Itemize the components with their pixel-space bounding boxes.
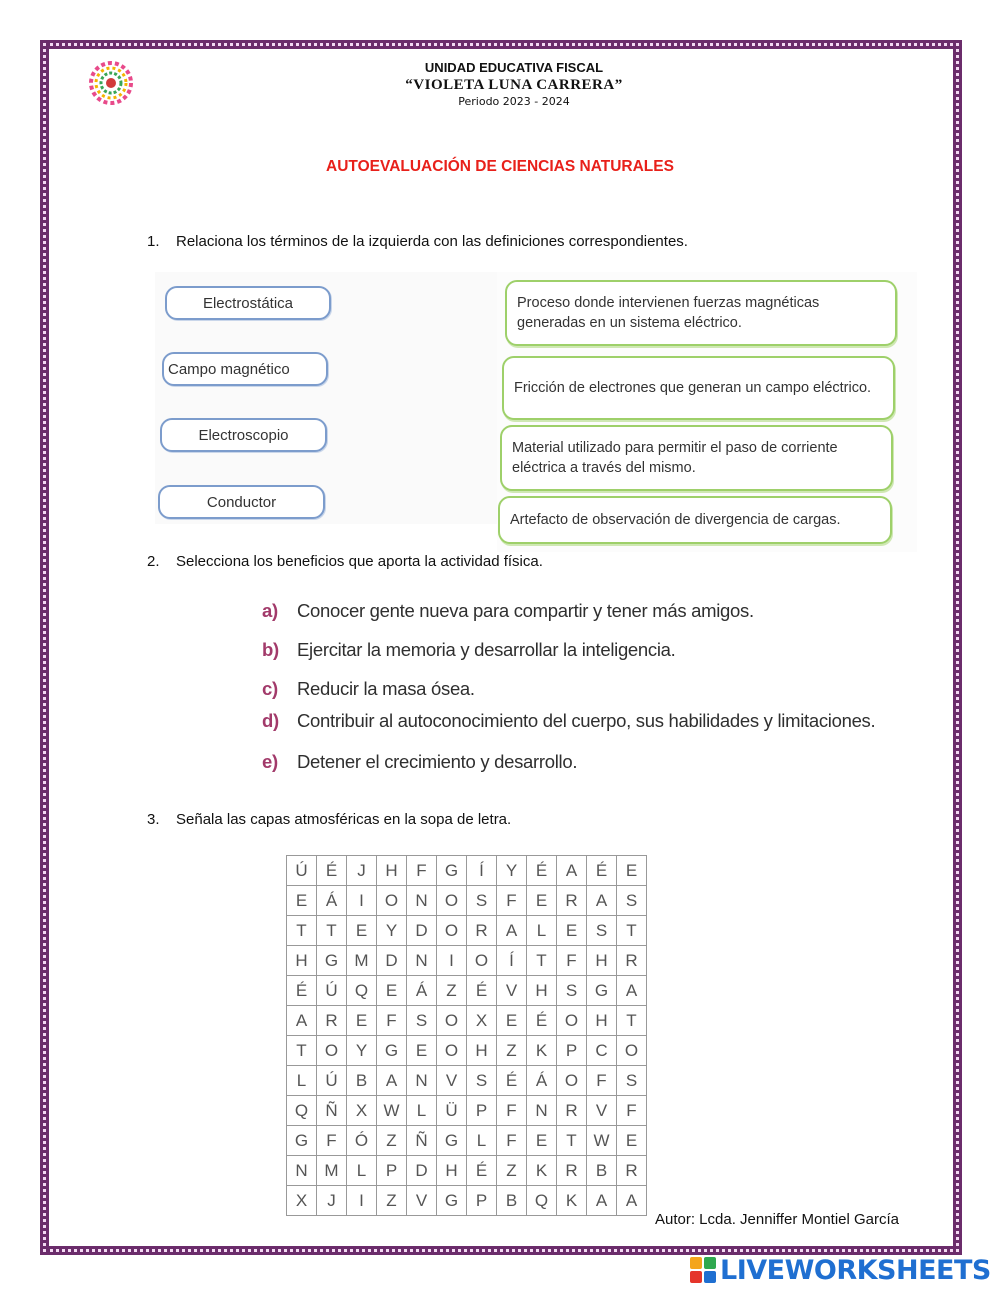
word-search-cell[interactable]: P	[467, 1186, 497, 1216]
word-search-cell[interactable]: K	[527, 1036, 557, 1066]
word-search-cell[interactable]: W	[377, 1096, 407, 1126]
word-search-cell[interactable]: L	[527, 916, 557, 946]
word-search-cell[interactable]: E	[287, 886, 317, 916]
word-search-cell[interactable]: F	[497, 886, 527, 916]
word-search-row	[287, 1036, 647, 1066]
school-name: “VIOLETA LUNA CARRERA”	[405, 77, 623, 93]
word-search-cell[interactable]: I	[437, 946, 467, 976]
word-search-cell[interactable]: H	[287, 946, 317, 976]
word-search-cell[interactable]: H	[467, 1036, 497, 1066]
word-search-cell[interactable]: T	[317, 916, 347, 946]
word-search-cell[interactable]: N	[407, 1066, 437, 1096]
word-search-cell[interactable]: S	[467, 886, 497, 916]
word-search-cell[interactable]: V	[437, 1066, 467, 1096]
word-search-row	[287, 1126, 647, 1156]
word-search-cell[interactable]: E	[347, 916, 377, 946]
word-search-cell[interactable]: O	[617, 1036, 647, 1066]
word-search-cell[interactable]: E	[557, 916, 587, 946]
word-search-cell[interactable]: G	[287, 1126, 317, 1156]
option-text: Reducir la masa ósea.	[297, 678, 475, 699]
word-search-cell[interactable]: F	[617, 1096, 647, 1126]
question-2	[147, 553, 543, 571]
word-search-cell[interactable]: H	[587, 946, 617, 976]
option-d[interactable]	[262, 710, 875, 732]
word-search-cell[interactable]: O	[437, 916, 467, 946]
word-search-row	[287, 856, 647, 886]
option-a[interactable]	[262, 600, 754, 622]
liveworksheets-logo-icon	[690, 1257, 716, 1283]
word-search-cell[interactable]: T	[617, 1006, 647, 1036]
word-search-cell[interactable]: Ñ	[407, 1126, 437, 1156]
word-search-cell[interactable]: H	[437, 1156, 467, 1186]
word-search-cell[interactable]: R	[617, 1156, 647, 1186]
term-electroscopio[interactable]: Electroscopio	[160, 418, 327, 452]
option-letter: d)	[262, 710, 279, 731]
word-search-row	[287, 946, 647, 976]
word-search-cell[interactable]: L	[287, 1066, 317, 1096]
word-search-cell[interactable]: Ü	[437, 1096, 467, 1126]
question-3	[147, 811, 511, 829]
word-search-cell[interactable]: X	[287, 1186, 317, 1216]
word-search-cell[interactable]: O	[437, 886, 467, 916]
word-search-cell[interactable]: Q	[347, 976, 377, 1006]
word-search-cell[interactable]: O	[437, 1036, 467, 1066]
word-search-cell[interactable]: R	[557, 886, 587, 916]
word-search-cell[interactable]: Z	[497, 1156, 527, 1186]
word-search-cell[interactable]: N	[407, 886, 437, 916]
option-e[interactable]	[262, 751, 577, 773]
word-search-cell[interactable]: Z	[437, 976, 467, 1006]
word-search-cell[interactable]: E	[527, 886, 557, 916]
question-1-text: Relaciona los términos de la izquierda con las definiciones correspondientes.	[176, 233, 688, 250]
word-search-cell[interactable]: H	[527, 976, 557, 1006]
word-search-cell[interactable]: A	[287, 1006, 317, 1036]
word-search-cell[interactable]: C	[587, 1036, 617, 1066]
word-search-cell[interactable]: K	[557, 1186, 587, 1216]
word-search-cell[interactable]: W	[587, 1126, 617, 1156]
option-text: Contribuir al autoconocimiento del cuerpo, sus habilidades y limitaciones.	[297, 710, 876, 731]
word-search-cell[interactable]: Q	[287, 1096, 317, 1126]
definition-3[interactable]: Material utilizado para permitir el paso de corriente eléctrica a través del mismo.	[500, 425, 893, 491]
word-search-cell[interactable]: R	[557, 1156, 587, 1186]
word-search-cell[interactable]: T	[617, 916, 647, 946]
word-search-cell[interactable]: X	[467, 1006, 497, 1036]
word-search-row	[287, 1156, 647, 1186]
word-search-cell[interactable]: E	[527, 1126, 557, 1156]
word-search-cell[interactable]: Á	[527, 1066, 557, 1096]
word-search-cell[interactable]: Í	[467, 856, 497, 886]
word-search-cell[interactable]: É	[527, 1006, 557, 1036]
word-search-cell[interactable]: G	[437, 1186, 467, 1216]
term-electrostatica[interactable]: Electrostática	[165, 286, 331, 320]
word-search-cell[interactable]: A	[497, 916, 527, 946]
word-search-cell[interactable]: V	[587, 1096, 617, 1126]
word-search-cell[interactable]: T	[287, 1036, 317, 1066]
word-search-cell[interactable]: É	[497, 1066, 527, 1096]
word-search-cell[interactable]: G	[437, 856, 467, 886]
word-search-cell[interactable]: Y	[497, 856, 527, 886]
word-search-cell[interactable]: Á	[407, 976, 437, 1006]
word-search-cell[interactable]: M	[317, 1156, 347, 1186]
word-search-cell[interactable]: Z	[497, 1036, 527, 1066]
word-search-cell[interactable]: X	[347, 1096, 377, 1126]
word-search-cell[interactable]: E	[347, 1006, 377, 1036]
word-search-cell[interactable]: B	[497, 1186, 527, 1216]
word-search-cell[interactable]: O	[437, 1006, 467, 1036]
word-search-cell[interactable]: Ó	[347, 1126, 377, 1156]
word-search-cell[interactable]: É	[587, 856, 617, 886]
option-letter: b)	[262, 639, 279, 660]
term-conductor[interactable]: Conductor	[158, 485, 325, 519]
word-search-cell[interactable]: O	[557, 1006, 587, 1036]
word-search-cell[interactable]: E	[377, 976, 407, 1006]
option-letter: a)	[262, 600, 278, 621]
word-search-cell[interactable]: S	[557, 976, 587, 1006]
word-search-cell[interactable]: N	[287, 1156, 317, 1186]
word-search-cell[interactable]: R	[557, 1096, 587, 1126]
word-search-cell[interactable]: L	[407, 1096, 437, 1126]
definition-4[interactable]: Artefacto de observación de divergencia de cargas.	[498, 496, 892, 544]
word-search-cell[interactable]: H	[587, 1006, 617, 1036]
word-search-cell[interactable]: E	[617, 1126, 647, 1156]
page-title: AUTOEVALUACIÓN DE CIENCIAS NATURALES	[326, 158, 674, 175]
word-search-cell[interactable]: É	[317, 856, 347, 886]
word-search-cell[interactable]: F	[557, 946, 587, 976]
word-search-row	[287, 916, 647, 946]
school-logo-icon	[88, 60, 134, 106]
word-search-cell[interactable]: Ú	[317, 976, 347, 1006]
question-1-number: 1.	[147, 233, 160, 250]
word-search-cell[interactable]: O	[557, 1066, 587, 1096]
definition-1[interactable]: Proceso donde intervienen fuerzas magnéticas generadas en un sistema eléctrico.	[505, 280, 897, 346]
word-search-cell[interactable]: Z	[377, 1126, 407, 1156]
school-header	[300, 60, 728, 109]
word-search-cell[interactable]: T	[527, 946, 557, 976]
option-text: Ejercitar la memoria y desarrollar la inteligencia.	[297, 639, 676, 660]
word-search-cell[interactable]: P	[377, 1156, 407, 1186]
term-campo-magnetico[interactable]: Campo magnético	[162, 352, 328, 386]
word-search-cell[interactable]: Í	[497, 946, 527, 976]
word-search-cell[interactable]: O	[317, 1036, 347, 1066]
word-search-cell[interactable]: T	[287, 916, 317, 946]
word-search-cell[interactable]: R	[317, 1006, 347, 1036]
word-search-grid[interactable]	[286, 855, 647, 1216]
word-search-cell[interactable]: Ú	[317, 1066, 347, 1096]
word-search-row	[287, 1066, 647, 1096]
word-search-cell[interactable]: D	[377, 946, 407, 976]
word-search-cell[interactable]: G	[587, 976, 617, 1006]
question-3-text: Señala las capas atmosféricas en la sopa de letra.	[176, 811, 512, 828]
word-search-cell[interactable]: R	[617, 946, 647, 976]
word-search-cell[interactable]: F	[497, 1096, 527, 1126]
word-search-cell[interactable]: É	[527, 856, 557, 886]
school-type: UNIDAD EDUCATIVA FISCAL	[424, 60, 604, 75]
word-search-cell[interactable]: S	[587, 916, 617, 946]
word-search-row	[287, 886, 647, 916]
word-search-cell[interactable]: P	[467, 1096, 497, 1126]
definition-2[interactable]: Fricción de electrones que generan un campo eléctrico.	[502, 356, 895, 420]
word-search-cell[interactable]: Ñ	[317, 1096, 347, 1126]
word-search-cell[interactable]: D	[407, 1156, 437, 1186]
word-search-cell[interactable]: L	[347, 1156, 377, 1186]
word-search-cell[interactable]: É	[467, 976, 497, 1006]
brand-name: LIVEWORKSHEETS	[720, 1254, 991, 1286]
question-1	[147, 233, 688, 251]
word-search-row	[287, 976, 647, 1006]
question-2-text: Selecciona los beneficios que aporta la actividad física.	[176, 553, 543, 570]
word-search-cell[interactable]: D	[407, 916, 437, 946]
word-search-cell[interactable]: N	[407, 946, 437, 976]
word-search-cell[interactable]: S	[407, 1006, 437, 1036]
word-search-cell[interactable]: G	[317, 946, 347, 976]
word-search-cell[interactable]: A	[617, 976, 647, 1006]
word-search-cell[interactable]: K	[527, 1156, 557, 1186]
option-b[interactable]	[262, 639, 676, 661]
word-search-row	[287, 1186, 647, 1216]
word-search-cell[interactable]: G	[377, 1036, 407, 1066]
word-search-cell[interactable]: R	[467, 916, 497, 946]
school-period: Periodo 2023 - 2024	[458, 95, 570, 108]
word-search-cell[interactable]: F	[587, 1066, 617, 1096]
word-search-cell[interactable]: Y	[377, 916, 407, 946]
question-2-number: 2.	[147, 553, 160, 570]
word-search-cell[interactable]: A	[377, 1066, 407, 1096]
word-search-cell[interactable]: A	[587, 886, 617, 916]
word-search-cell[interactable]: A	[557, 856, 587, 886]
word-search-cell[interactable]: V	[497, 976, 527, 1006]
option-letter: e)	[262, 751, 278, 772]
word-search-cell[interactable]: Á	[317, 886, 347, 916]
word-search-cell[interactable]: V	[407, 1186, 437, 1216]
word-search-cell[interactable]: L	[467, 1126, 497, 1156]
option-c[interactable]	[262, 678, 475, 700]
word-search-cell[interactable]: J	[347, 856, 377, 886]
word-search-cell[interactable]: Ú	[287, 856, 317, 886]
word-search-cell[interactable]: J	[317, 1186, 347, 1216]
word-search-cell[interactable]: P	[557, 1036, 587, 1066]
option-text: Detener el crecimiento y desarrollo.	[297, 751, 578, 772]
word-search-cell[interactable]: F	[377, 1006, 407, 1036]
author-credit: Autor: Lcda. Jenniffer Montiel García	[655, 1211, 900, 1228]
word-search-cell[interactable]: G	[437, 1126, 467, 1156]
word-search-cell[interactable]: Z	[377, 1186, 407, 1216]
word-search-cell[interactable]: O	[467, 946, 497, 976]
word-search-cell[interactable]: O	[377, 886, 407, 916]
word-search-cell[interactable]: B	[347, 1066, 377, 1096]
word-search-cell[interactable]: M	[347, 946, 377, 976]
word-search-cell[interactable]: É	[467, 1156, 497, 1186]
word-search-cell[interactable]: E	[407, 1036, 437, 1066]
word-search-cell[interactable]: H	[377, 856, 407, 886]
liveworksheets-brand	[690, 1255, 991, 1285]
word-search-cell[interactable]: É	[287, 976, 317, 1006]
word-search-cell[interactable]: F	[317, 1126, 347, 1156]
word-search-cell[interactable]: S	[617, 1066, 647, 1096]
word-search-cell[interactable]: B	[587, 1156, 617, 1186]
word-search-cell[interactable]: I	[347, 886, 377, 916]
option-letter: c)	[262, 678, 278, 699]
word-search-cell[interactable]: A	[587, 1186, 617, 1216]
word-search-cell[interactable]: A	[617, 1186, 647, 1216]
question-3-number: 3.	[147, 811, 160, 828]
word-search-cell[interactable]: S	[467, 1066, 497, 1096]
word-search-cell[interactable]: T	[557, 1126, 587, 1156]
word-search-cell[interactable]: Q	[527, 1186, 557, 1216]
word-search-cell[interactable]: Y	[347, 1036, 377, 1066]
option-text: Conocer gente nueva para compartir y tener más amigos.	[297, 600, 754, 621]
word-search-cell[interactable]: I	[347, 1186, 377, 1216]
word-search-cell[interactable]: E	[497, 1006, 527, 1036]
word-search-cell[interactable]: E	[617, 856, 647, 886]
word-search-cell[interactable]: F	[407, 856, 437, 886]
word-search-cell[interactable]: F	[497, 1126, 527, 1156]
word-search-cell[interactable]: N	[527, 1096, 557, 1126]
word-search-cell[interactable]: S	[617, 886, 647, 916]
word-search-row	[287, 1096, 647, 1126]
word-search-row	[287, 1006, 647, 1036]
